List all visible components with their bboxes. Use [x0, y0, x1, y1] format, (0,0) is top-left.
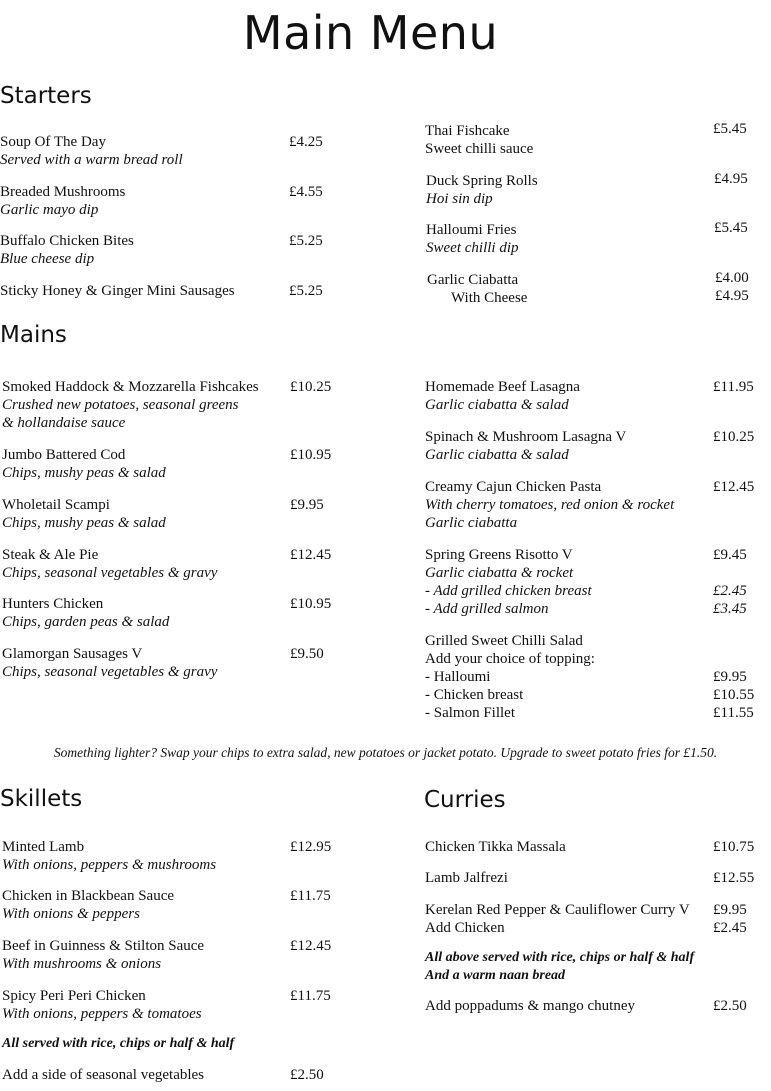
item-description: Sweet chilli dip — [426, 240, 519, 256]
menu-item — [426, 221, 518, 257]
item-name: Beef in Guinness & Stilton Sauce — [2, 938, 205, 954]
addon-label: - Add grilled chicken breast — [425, 583, 592, 599]
item-price: £5.45 — [714, 220, 748, 236]
menu-item — [427, 271, 527, 307]
item-description: Garlic ciabatta & salad — [425, 447, 569, 463]
item-name: Spring Greens Risotto V — [425, 547, 573, 563]
topping-label: - Halloumi — [425, 669, 491, 685]
item-name: Duck Spring Rolls — [426, 173, 538, 189]
curries-note-line-2: And a warm naan bread — [425, 968, 566, 983]
item-option: Add Chicken — [425, 920, 505, 936]
item-price: £5.25 — [289, 283, 323, 299]
menu-item — [0, 183, 125, 219]
item-name: Hunters Chicken — [2, 596, 104, 612]
item-price: £9.50 — [290, 646, 324, 662]
item-description: & hollandaise sauce — [2, 415, 126, 431]
item-price: £11.75 — [290, 888, 331, 904]
item-description: Served with a warm bread roll — [0, 152, 183, 168]
item-name: Smoked Haddock & Mozzarella Fishcakes — [2, 379, 259, 395]
item-price-base: £9.45 — [713, 547, 747, 563]
item-name: Glamorgan Sausages V — [2, 646, 143, 662]
menu-item — [2, 446, 166, 482]
topping-prices — [713, 668, 754, 722]
menu-item — [2, 378, 259, 432]
item-name: Minted Lamb — [2, 839, 85, 855]
starters-heading: Starters — [0, 83, 92, 109]
item-price: £10.95 — [290, 447, 332, 463]
item-price: £12.45 — [290, 938, 332, 954]
addon-label: - Add grilled salmon — [425, 601, 549, 617]
item-price-option: £4.95 — [715, 288, 749, 304]
item-option: With Cheese — [451, 290, 528, 306]
mains-note: Something lighter? Swap your chips to extra salad, new potatoes or jacket potato. Upgrade to sweet potato fries for £1.50. — [53, 745, 718, 760]
item-name: Breaded Mushrooms — [0, 184, 126, 200]
item-description: Crushed new potatoes, seasonal greens — [2, 397, 239, 413]
topping-price: £9.95 — [713, 669, 747, 685]
item-description: Chips, seasonal vegetables & gravy — [2, 565, 218, 581]
skillets-heading: Skillets — [0, 786, 83, 812]
extra-item-name: Add poppadums & mango chutney — [425, 998, 635, 1014]
item-price: £4.25 — [289, 134, 323, 150]
topping-price: £10.55 — [713, 687, 755, 703]
item-name: Buffalo Chicken Bites — [0, 233, 134, 249]
item-name: Soup Of The Day — [0, 134, 106, 150]
item-description: With cherry tomatoes, red onion & rocket — [425, 497, 675, 513]
item-price: £11.75 — [290, 988, 331, 1004]
item-description: Garlic ciabatta — [425, 515, 518, 531]
menu-item — [2, 645, 217, 681]
item-name: Homemade Beef Lasagna — [425, 379, 580, 395]
item-name: Garlic Ciabatta — [427, 272, 519, 288]
item-name: Spinach & Mushroom Lasagna V — [425, 429, 627, 445]
item-price-base: £9.95 — [713, 902, 747, 918]
item-description: With mushrooms & onions — [2, 956, 162, 972]
topping-label: - Salmon Fillet — [425, 705, 515, 721]
item-intro: Add your choice of topping: — [425, 651, 595, 667]
item-description: With onions & peppers — [2, 906, 140, 922]
menu-item — [426, 172, 538, 208]
item-price-option: £2.45 — [713, 920, 747, 936]
item-price: £11.95 — [713, 379, 754, 395]
extra-item-price: £2.50 — [713, 998, 747, 1014]
item-name: Steak & Ale Pie — [2, 547, 99, 563]
item-name: Grilled Sweet Chilli Salad — [425, 633, 583, 649]
menu-item — [2, 496, 166, 532]
item-price — [713, 901, 747, 937]
skillets-note: All served with rice, chips or half & half — [2, 1036, 235, 1051]
menu-item — [2, 987, 202, 1023]
page-title: Main Menu — [242, 6, 499, 60]
side-item-name: Add a side of seasonal vegetables — [2, 1067, 205, 1083]
menu-item — [2, 887, 174, 923]
mains-heading: Mains — [0, 322, 67, 348]
menu-item — [0, 232, 134, 268]
item-description: Chips, seasonal vegetables & gravy — [2, 664, 218, 680]
item-description: Garlic ciabatta & salad — [425, 397, 569, 413]
item-description: Garlic ciabatta & rocket — [425, 565, 574, 581]
item-price — [715, 269, 749, 305]
menu-item — [425, 122, 533, 158]
addon-price: £3.45 — [713, 601, 747, 617]
item-name: Kerelan Red Pepper & Cauliflower Curry V — [425, 902, 690, 918]
item-price: £10.75 — [713, 839, 755, 855]
item-description: Chips, garden peas & salad — [2, 614, 170, 630]
item-name: Jumbo Battered Cod — [2, 447, 126, 463]
menu-item — [0, 282, 235, 300]
menu-item — [2, 595, 169, 631]
menu-item — [425, 546, 592, 618]
item-name: Wholetail Scampi — [2, 497, 110, 513]
item-description: Blue cheese dip — [0, 251, 95, 267]
item-description: With onions, peppers & mushrooms — [2, 857, 217, 873]
item-name: Chicken in Blackbean Sauce — [2, 888, 175, 904]
menu-item — [425, 632, 595, 722]
menu-item — [2, 546, 217, 582]
menu-item — [425, 478, 674, 532]
topping-label: - Chicken breast — [425, 687, 524, 703]
item-name: Thai Fishcake — [425, 123, 510, 139]
menu-item — [425, 378, 580, 414]
item-price: £10.95 — [290, 596, 332, 612]
item-price: £10.25 — [713, 429, 755, 445]
item-description: With onions, peppers & tomatoes — [2, 1006, 202, 1022]
menu-item — [425, 428, 626, 464]
item-name: Creamy Cajun Chicken Pasta — [425, 479, 602, 495]
curries-heading: Curries — [424, 787, 506, 813]
item-price: £4.95 — [714, 171, 748, 187]
item-price: £5.45 — [713, 121, 747, 137]
item-price: £12.55 — [713, 870, 755, 886]
item-description: Hoi sin dip — [426, 191, 493, 207]
item-name: Spicy Peri Peri Chicken — [2, 988, 146, 1004]
item-price: £12.45 — [290, 547, 332, 563]
item-description: Sweet chilli sauce — [425, 141, 534, 157]
curries-note — [425, 949, 694, 985]
topping-price: £11.55 — [713, 705, 754, 721]
item-description: Garlic mayo dip — [0, 202, 99, 218]
item-name: Chicken Tikka Massala — [425, 839, 566, 855]
item-price: £9.95 — [290, 497, 324, 513]
item-price: £12.95 — [290, 839, 332, 855]
item-price: £10.25 — [290, 379, 332, 395]
side-item-price: £2.50 — [290, 1067, 324, 1083]
item-price: £5.25 — [289, 233, 323, 249]
menu-item — [2, 838, 216, 874]
menu-item — [0, 133, 183, 169]
item-price — [713, 546, 747, 618]
item-description: Chips, mushy peas & salad — [2, 515, 166, 531]
item-name: Lamb Jalfrezi — [425, 870, 508, 886]
item-price-base: £4.00 — [715, 270, 749, 286]
item-name: Halloumi Fries — [426, 222, 517, 238]
item-name: Sticky Honey & Ginger Mini Sausages — [0, 283, 235, 299]
item-price: £12.45 — [713, 479, 755, 495]
menu-item — [2, 937, 204, 973]
item-description: Chips, mushy peas & salad — [2, 465, 166, 481]
menu-item — [425, 901, 690, 937]
item-price: £4.55 — [289, 184, 323, 200]
addon-price: £2.45 — [713, 583, 747, 599]
curries-note-line-1: All above served with rice, chips or half & half — [425, 950, 695, 965]
